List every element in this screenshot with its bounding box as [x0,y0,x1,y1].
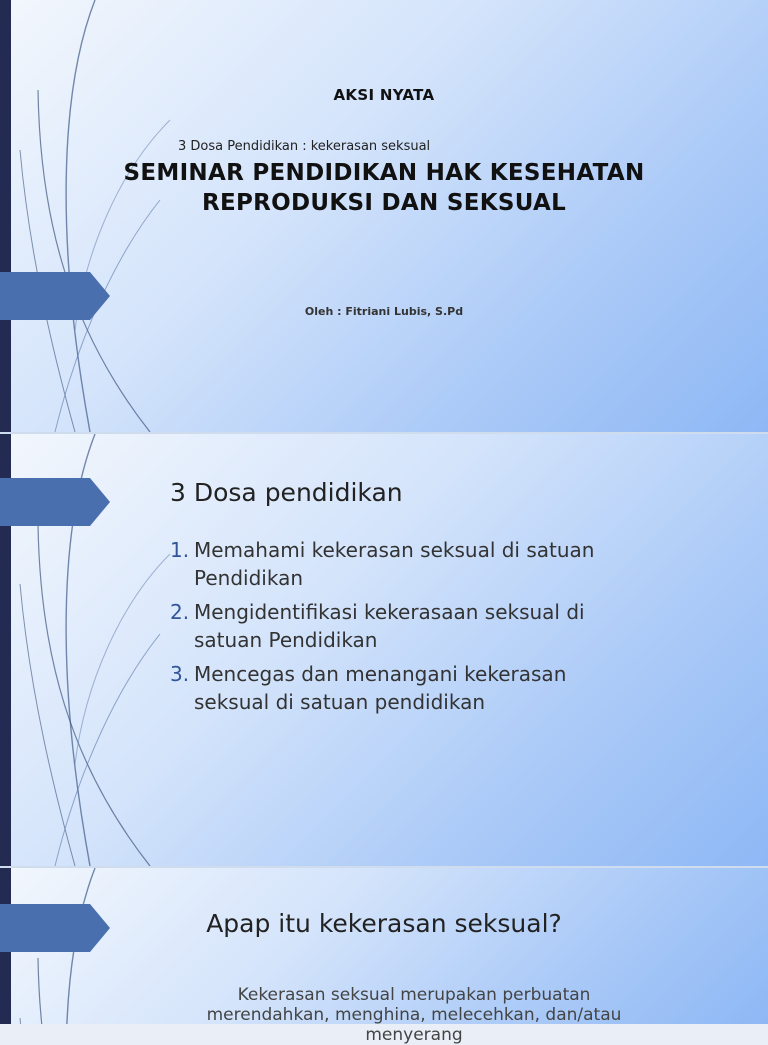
slide-subtitle: 3 Dosa Pendidikan : kekerasan seksual [178,139,431,154]
list-item [170,536,690,592]
definition-line: merendahkan, menghina, melecehkan, dan/atau menyerang [206,1005,622,1045]
list-item-line: seksual di satuan pendidikan [194,690,486,714]
slide-label: AKSI NYATA [333,86,435,104]
list-item-number: 3. [170,662,190,686]
title-slide [0,0,768,432]
definition-text [180,985,648,1045]
list-item-line: Mencegas dan menangani kekerasan [194,662,567,686]
list-item [170,660,690,716]
list-item-text [194,536,594,592]
list-item-line: Pendidikan [194,566,303,590]
list-item [170,598,690,654]
section-heading: 3 Dosa pendidikan [170,478,403,507]
definition-line: Kekerasan seksual merupakan perbuatan [237,985,591,1005]
list-item-number: 1. [170,538,190,562]
list-item-number: 2. [170,600,190,624]
slide-title-line1: SEMINAR PENDIDIKAN HAK KESEHATAN [123,160,645,186]
chevron-arrow-icon [0,478,110,526]
section-heading: Apap itu kekerasan seksual? [206,909,562,938]
list-item-text [194,598,585,654]
slide-title-line2: REPRODUKSI DAN SEKSUAL [201,190,567,216]
slide-title [0,158,768,218]
numbered-list [170,536,690,722]
list-item-text [194,660,566,716]
list-item-line: Mengidentifikasi kekerasaan seksual di [194,600,585,624]
author-line: Oleh : Fitriani Lubis, S.Pd [304,305,464,318]
list-item-line: satuan Pendidikan [194,628,378,652]
list-item-line: Memahami kekerasan seksual di satuan [194,538,595,562]
